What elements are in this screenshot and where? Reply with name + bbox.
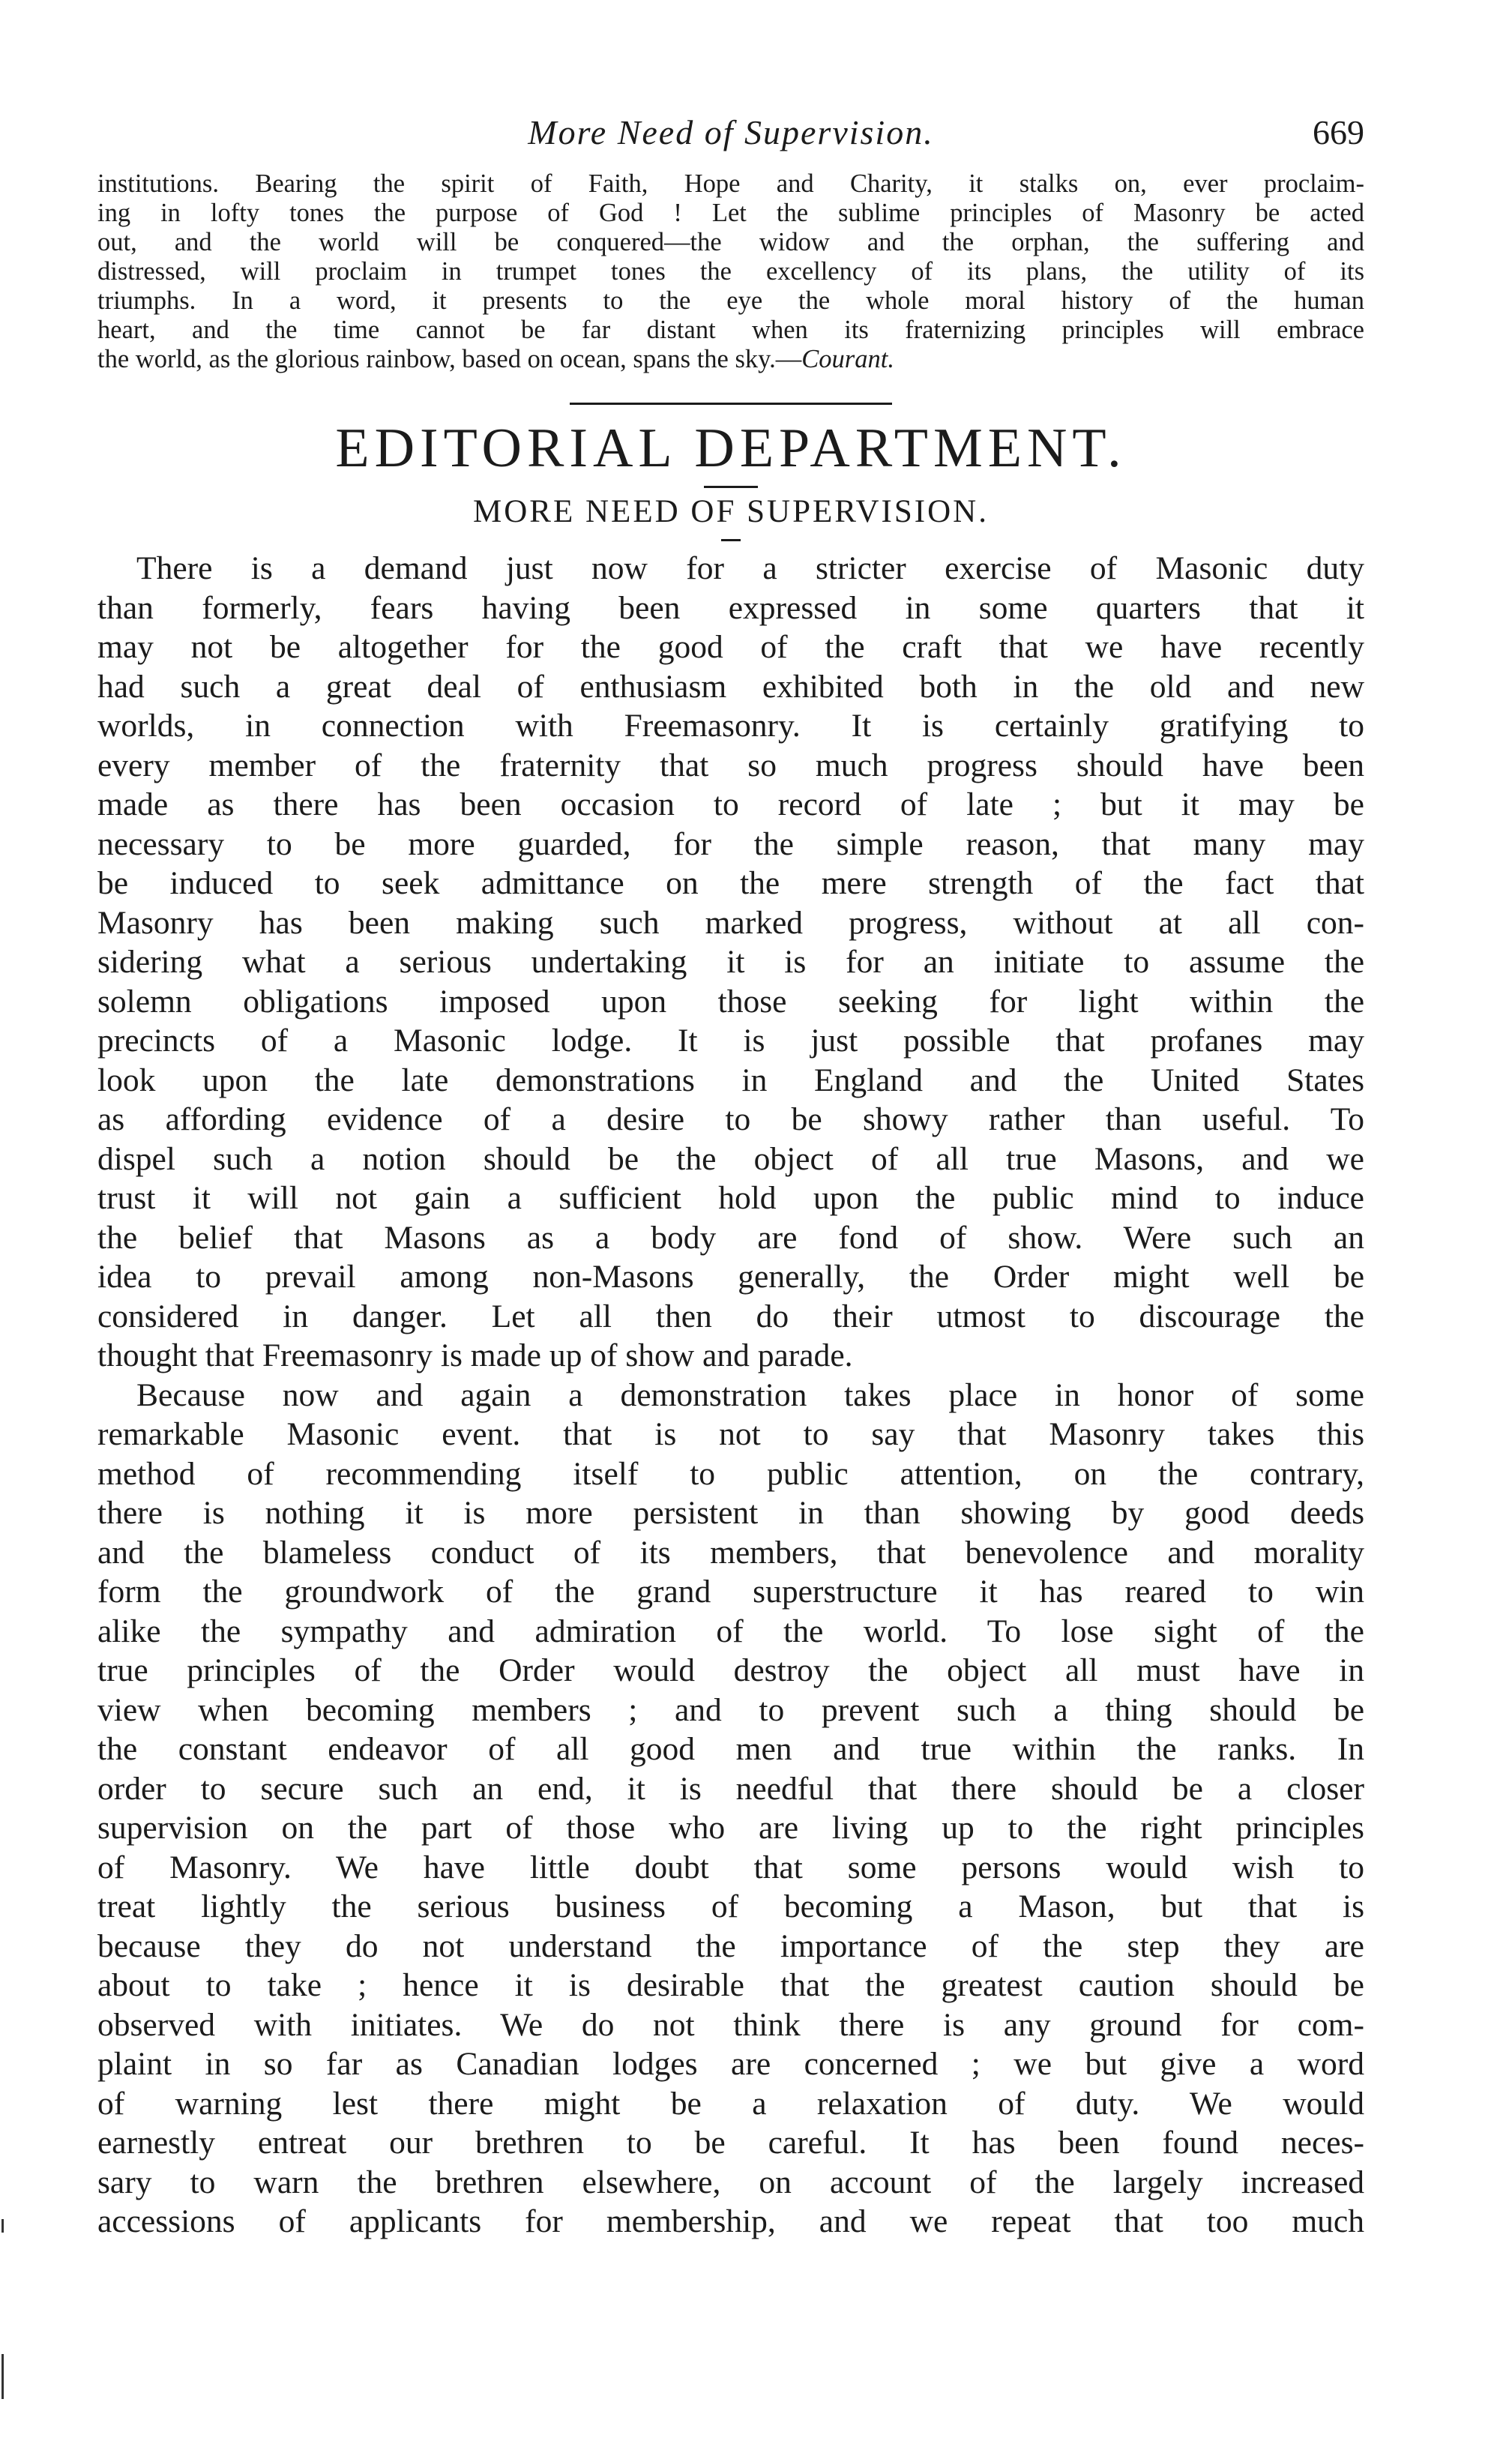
- body-line: because they do not understand the importance of the step they are: [97, 1927, 1364, 1964]
- body-line: there is nothing it is more persistent in than showing by good deeds: [97, 1495, 1364, 1531]
- body-line: view when becoming members ; and to prevent such a thing should be: [97, 1691, 1364, 1728]
- article-title: MORE NEED OF SUPERVISION.: [473, 494, 989, 529]
- running-title: More Need of Supervision.: [528, 113, 934, 151]
- body-line: plaint in so far as Canadian lodges are concerned ; we but give a word: [97, 2046, 1364, 2082]
- title-divider: [721, 539, 741, 541]
- body-line: of warning lest there might be a relaxation of duty. We would: [97, 2085, 1364, 2122]
- body-line: every member of the fraternity that so much progress should have been: [97, 747, 1364, 783]
- body-line: made as there has been occasion to record of late ; but it may be: [97, 786, 1364, 822]
- body-line: precincts of a Masonic lodge. It is just possible that profanes may: [97, 1023, 1364, 1059]
- body-line: treat lightly the serious business of becoming a Mason, but that is: [97, 1888, 1364, 1924]
- body-line: idea to prevail among non-Masons generally, the Order might well be: [97, 1259, 1364, 1295]
- quoted-passage: [97, 169, 1364, 374]
- body-line: sidering what a serious undertaking it is for an initiate to assume the: [97, 944, 1364, 980]
- body-line: worlds, in connection with Freemasonry. It is certainly gratifying to: [97, 708, 1364, 744]
- quote-line-last: [97, 345, 1364, 374]
- body-line: form the groundwork of the grand superstructure it has reared to win: [97, 1574, 1364, 1610]
- quote-line: out, and the world will be conquered—the widow and the orphan, the suffering and: [97, 228, 1364, 256]
- body-line: as affording evidence of a desire to be showy rather than useful. To: [97, 1101, 1364, 1137]
- scan-edge-mark: [1, 2354, 4, 2399]
- body-line: sary to warn the brethren elsewhere, on account of the largely increased: [97, 2164, 1364, 2200]
- body-line: earnestly entreat our brethren to be careful. It has been found neces-: [97, 2125, 1364, 2161]
- heading-divider: [704, 486, 758, 488]
- body-line: of Masonry. We have little doubt that some persons would wish to: [97, 1849, 1364, 1885]
- body-line: true principles of the Order would destroy the object all must have in: [97, 1652, 1364, 1688]
- body-line: necessary to be more guarded, for the simple reason, that many may: [97, 825, 1364, 862]
- body-line: thought that Freemasonry is made up of show and parade.: [97, 1337, 853, 1373]
- section-divider: [570, 403, 892, 405]
- quote-line-text: the world, as the glorious rainbow, based on ocean, spans the sky.—: [97, 345, 802, 373]
- book-page: [97, 112, 1364, 2242]
- scan-edge-mark: [1, 2219, 4, 2233]
- body-line: dispel such a notion should be the object of all true Masons, and we: [97, 1140, 1364, 1177]
- page-number: 669: [1313, 113, 1364, 151]
- body-line: had such a great deal of enthusiasm exhibited both in the old and new: [97, 668, 1364, 705]
- quote-line: institutions. Bearing the spirit of Faith, Hope and Charity, it stalks on, ever proclaim-: [97, 169, 1364, 198]
- body-line: considered in danger. Let all then do their utmost to discourage the: [97, 1298, 1364, 1334]
- quote-source: Courant.: [801, 345, 894, 373]
- body-line: the belief that Masons as a body are fond of show. Were such an: [97, 1219, 1364, 1256]
- body-line: than formerly, fears having been expressed in some quarters that it: [97, 589, 1364, 626]
- body-line: accessions of applicants for membership, and we repeat that too much: [97, 2203, 1364, 2239]
- body-line: solemn obligations imposed upon those seeking for light within the: [97, 983, 1364, 1020]
- body-line: observed with initiates. We do not think there is any ground for com-: [97, 2006, 1364, 2043]
- body-line: remarkable Masonic event. that is not to say that Masonry takes this: [97, 1416, 1364, 1452]
- body-line: be induced to seek admittance on the mere strength of the fact that: [97, 865, 1364, 901]
- body-line: Because now and again a demonstration takes place in honor of some: [136, 1376, 1364, 1413]
- body-line: alike the sympathy and admiration of the world. To lose sight of the: [97, 1613, 1364, 1649]
- quote-line: distressed, will proclaim in trumpet tones the excellency of its plans, the utility of its: [97, 257, 1364, 286]
- department-heading: EDITORIAL DEPARTMENT.: [335, 418, 1127, 479]
- body-line: Masonry has been making such marked progress, without at all con-: [97, 904, 1364, 941]
- body-line: trust it will not gain a sufficient hold upon the public mind to induce: [97, 1180, 1364, 1216]
- article-body: [97, 549, 1364, 2242]
- quote-line: heart, and the time cannot be far distant when its fraternizing principles will embrace: [97, 316, 1364, 344]
- body-line: may not be altogether for the good of the craft that we have recently: [97, 629, 1364, 665]
- quote-line: ing in lofty tones the purpose of God ! Let the sublime principles of Masonry be acted: [97, 199, 1364, 227]
- quote-line: triumphs. In a word, it presents to the eye the whole moral history of the human: [97, 286, 1364, 315]
- body-line: the constant endeavor of all good men and true within the ranks. In: [97, 1731, 1364, 1767]
- running-head: [97, 112, 1364, 165]
- body-line: order to secure such an end, it is needful that there should be a closer: [97, 1770, 1364, 1807]
- body-line: look upon the late demonstrations in England and the United States: [97, 1062, 1364, 1098]
- body-line: about to take ; hence it is desirable that the greatest caution should be: [97, 1967, 1364, 2003]
- body-line: method of recommending itself to public attention, on the contrary,: [97, 1455, 1364, 1492]
- body-line: There is a demand just now for a stricter exercise of Masonic duty: [136, 550, 1364, 586]
- body-line: supervision on the part of those who are living up to the right principles: [97, 1810, 1364, 1846]
- body-line: and the blameless conduct of its members, that benevolence and morality: [97, 1534, 1364, 1571]
